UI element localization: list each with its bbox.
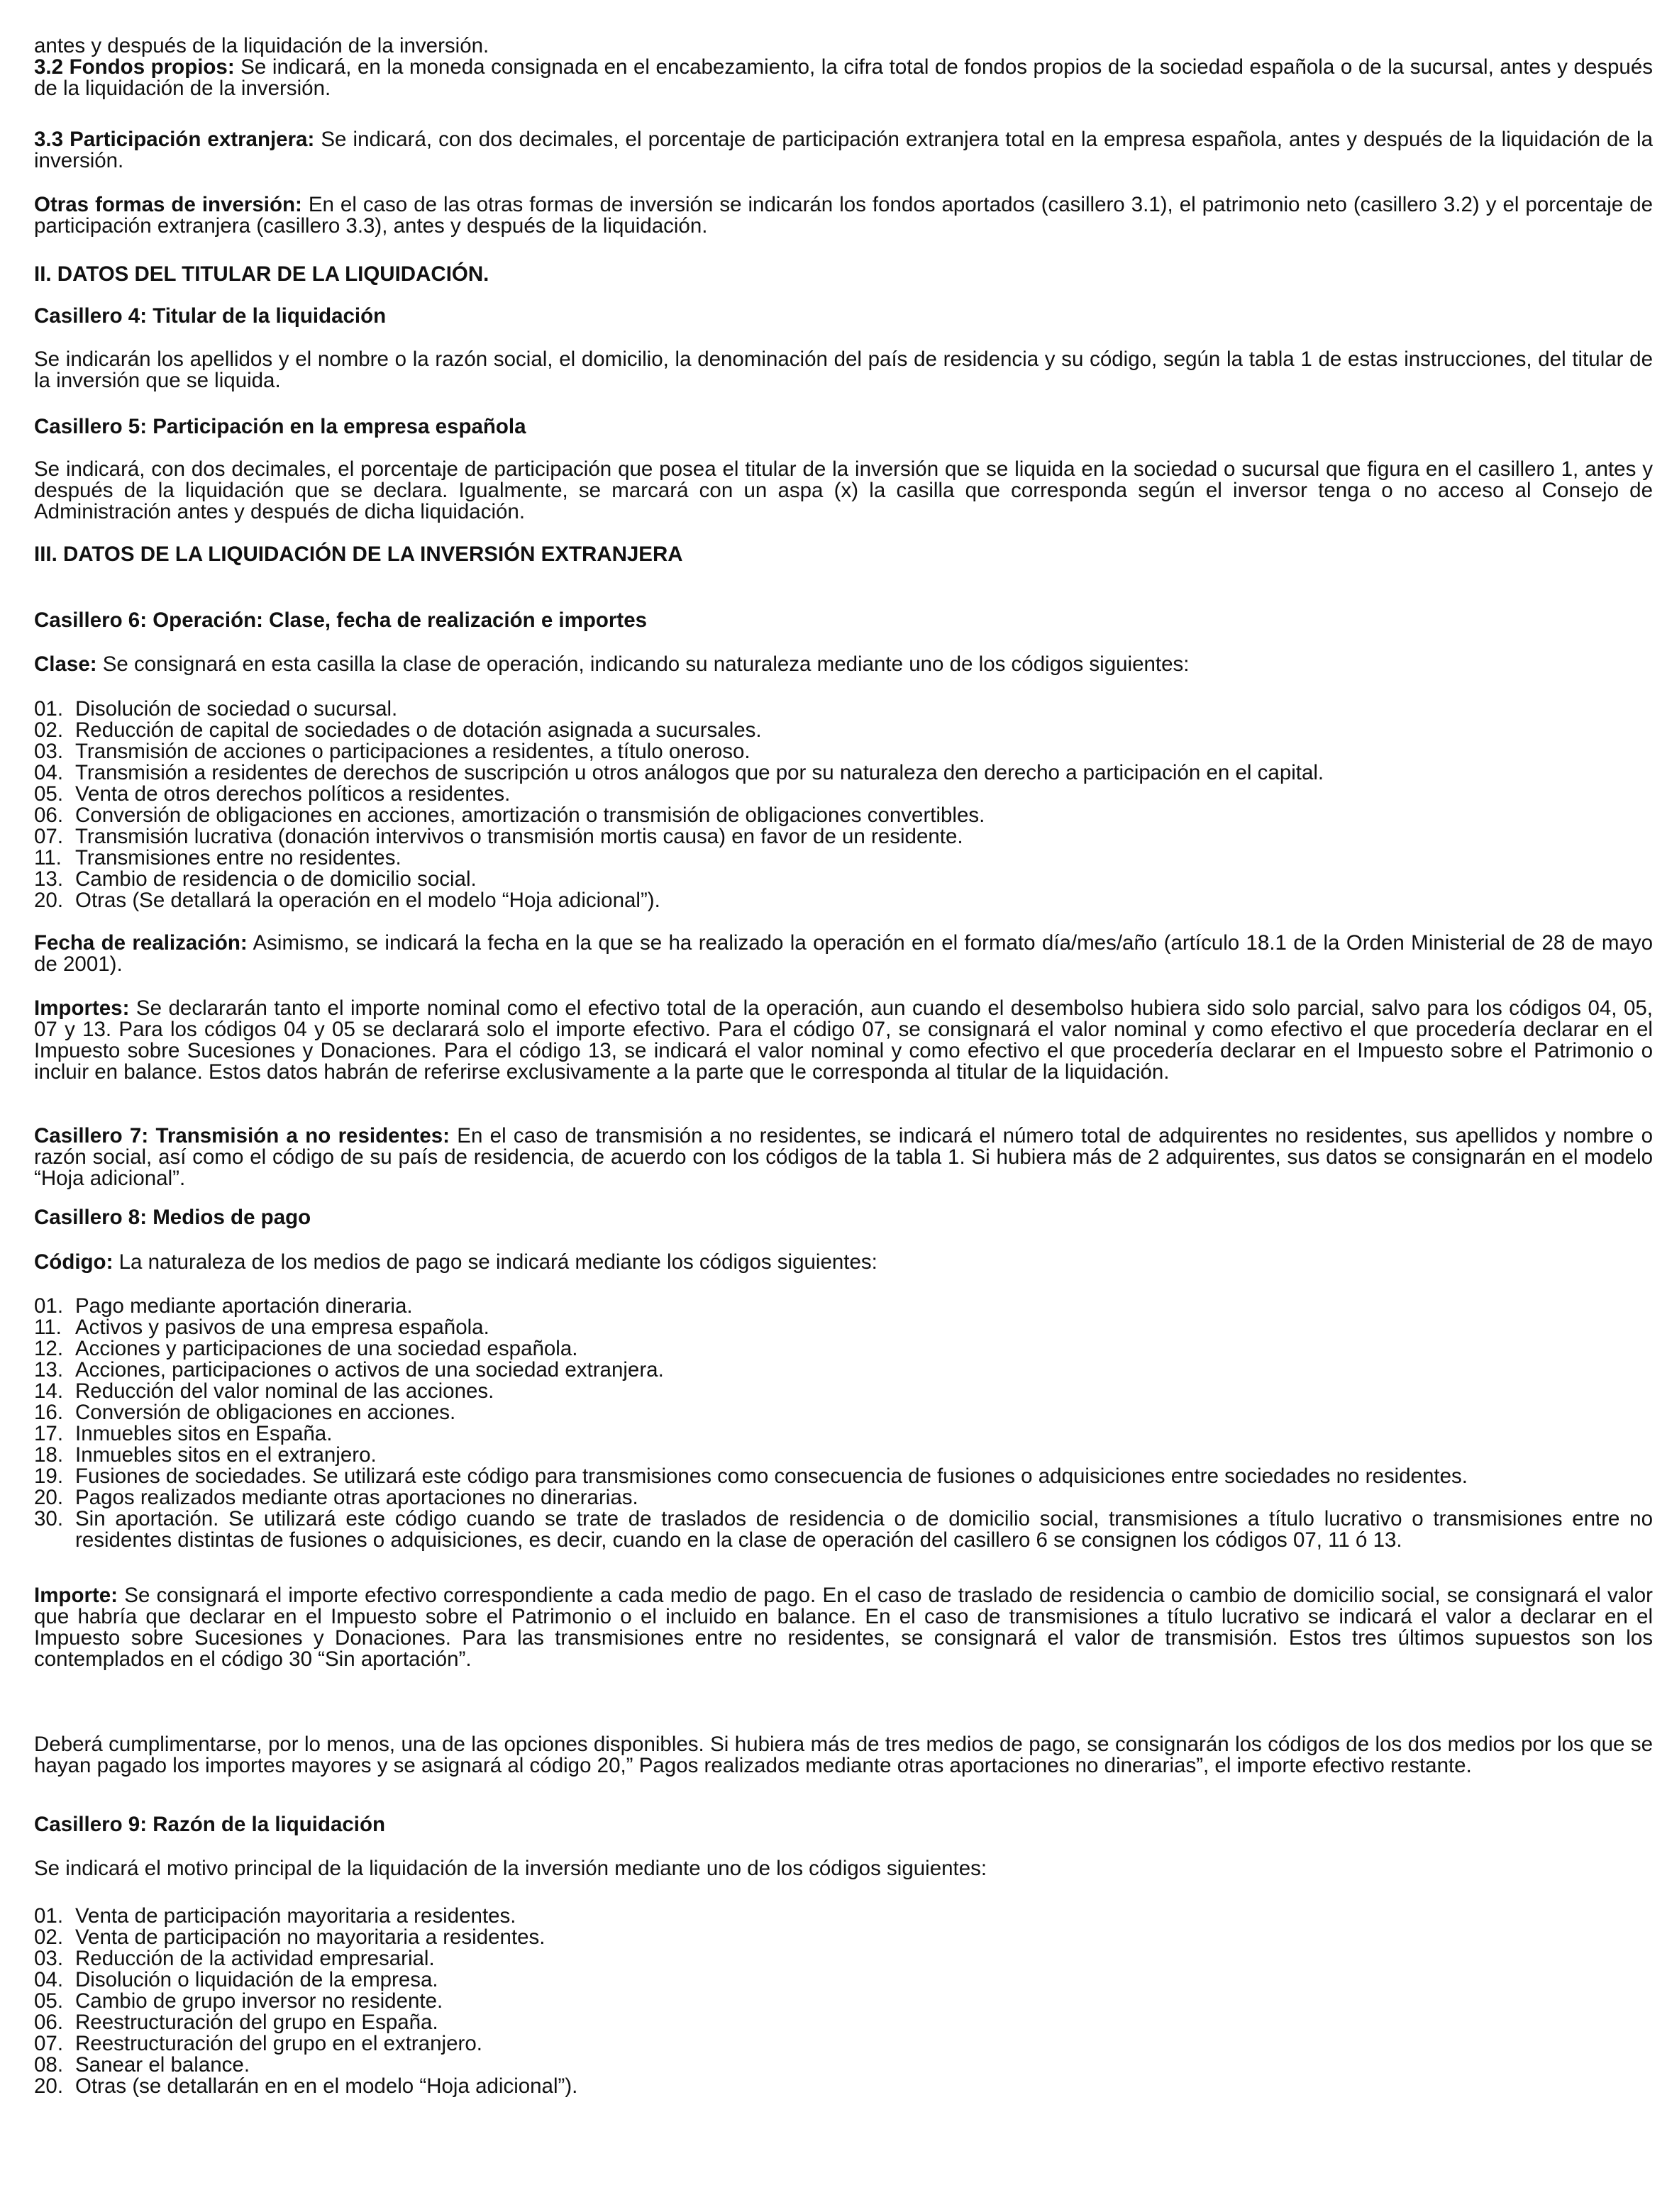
section-heading-liquidacion: III. DATOS DE LA LIQUIDACIÓN DE LA INVERSIÓN EXTRANJERA <box>34 543 683 566</box>
paragraph-label: 3.3 Participación extranjera: <box>34 128 315 151</box>
list-item: 13. Acciones, participaciones o activos de una sociedad extranjera. <box>34 1358 664 1382</box>
casillero-9-text: Se indicará el motivo principal de la liquidación de la inversión mediante uno de los códigos siguientes: <box>34 1857 987 1880</box>
list-item: 18. Inmuebles sitos en el extranjero. <box>34 1443 377 1467</box>
list-item: 04. Transmisión a residentes de derechos de suscripción u otros análogos que por su naturaleza den derecho a participación en el capital. <box>34 761 1324 784</box>
paragraph-label: Fecha de realización: <box>34 931 248 955</box>
list-item: 01. Venta de participación mayoritaria a residentes. <box>34 1904 516 1928</box>
list-item: 11. Transmisiones entre no residentes. <box>34 846 401 869</box>
paragraph-fondos-propios <box>34 57 1653 99</box>
paragraph-casillero-7 <box>34 1126 1653 1189</box>
intro-text: antes y después de la liquidación de la inversión. <box>34 34 489 57</box>
paragraph-fecha-realizacion <box>34 933 1653 975</box>
list-item: 14. Reducción del valor nominal de las acciones. <box>34 1379 494 1403</box>
list-item: 13. Cambio de residencia o de domicilio social. <box>34 867 477 891</box>
paragraph-clase <box>34 654 1653 675</box>
paragraph-label: Clase: <box>34 652 97 676</box>
paragraph-label: 3.2 Fondos propios: <box>34 55 235 79</box>
paragraph-importes <box>34 998 1653 1083</box>
list-clase-operacion <box>34 699 1653 911</box>
casillero-6-heading: Casillero 6: Operación: Clase, fecha de realización e importes <box>34 608 648 632</box>
list-item: 07. Transmisión lucrativa (donación intervivos o transmisión mortis causa) en favor de un residente. <box>34 825 963 848</box>
list-item: 20. Otras (Se detallará la operación en el modelo “Hoja adicional”). <box>34 889 660 912</box>
casillero-5-heading: Casillero 5: Participación en la empresa española <box>34 415 526 438</box>
paragraph-body: Se consignará en esta casilla la clase de operación, indicando su naturaleza mediante uno de los códigos siguientes: <box>96 652 1190 676</box>
list-item: 05. Cambio de grupo inversor no residente. <box>34 1989 443 2013</box>
paragraph-importe <box>34 1585 1653 1670</box>
list-item: 07. Reestructuración del grupo en el extranjero. <box>34 2032 482 2055</box>
paragraph-otras-formas <box>34 194 1653 237</box>
paragraph-body: En el caso de las otras formas de inversión se indicarán los fondos aportados (casillero 3.1), el patrimonio neto (casillero 3.2) y el porcentaje de participación extranjera (casillero 3.3), antes y después de la liquidación. <box>34 193 1654 238</box>
list-item: 17. Inmuebles sitos en España. <box>34 1422 333 1445</box>
list-razon-liquidacion <box>34 1906 1653 2097</box>
list-item: 06. Reestructuración del grupo en España. <box>34 2011 438 2034</box>
paragraph-body: La naturaleza de los medios de pago se indicará mediante los códigos siguientes: <box>113 1250 877 1274</box>
paragraph-body: En el caso de transmisión a no residentes, se indicará el número total de adquirentes no residentes, sus apellidos y nombre o razón social, así como el código de su país de residencia, de acuerdo con los códigos de la tabla 1. Si hubiera más de 2 adquirentes, sus datos se consignarán en el modelo “Hoja adicional”. <box>34 1124 1654 1190</box>
list-medios-pago <box>34 1296 1653 1551</box>
list-item: 02. Reducción de capital de sociedades o de dotación asignada a sucursales. <box>34 718 762 742</box>
paragraph-body: Se indicará, con dos decimales, el porcentaje de participación extranjera total en la empresa española, antes y después de la liquidación de la inversión. <box>34 128 1653 172</box>
paragraph-label: Importe: <box>34 1584 118 1607</box>
casillero-4-text: Se indicarán los apellidos y el nombre o la razón social, el domicilio, la denominación del país de residencia y su código, según la tabla 1 de estas instrucciones, del titular de la inversión que se liquida. <box>34 348 1653 392</box>
list-item: 06. Conversión de obligaciones en acciones, amortización o transmisión de obligaciones convertibles. <box>34 804 985 827</box>
paragraph-body: Asimismo, se indicará la fecha en la que se ha realizado la operación en el formato día/mes/año (artículo 18.1 de la Orden Ministerial de 28 de mayo de 2001). <box>34 931 1653 976</box>
list-item: 16. Conversión de obligaciones en acciones. <box>34 1401 456 1424</box>
casillero-4-heading: Casillero 4: Titular de la liquidación <box>34 304 387 328</box>
list-item: 08. Sanear el balance. <box>34 2053 250 2077</box>
paragraph-codigo <box>34 1252 1653 1273</box>
list-item: 03. Transmisión de acciones o participaciones a residentes, a título oneroso. <box>34 740 751 763</box>
list-item: 01. Pago mediante aportación dineraria. <box>34 1294 413 1318</box>
paragraph-label: Importes: <box>34 996 130 1020</box>
paragraph-participacion-extranjera <box>34 129 1653 172</box>
list-item: 04. Disolución o liquidación de la empresa. <box>34 1968 438 1991</box>
list-item: 20. Otras (se detallarán en en el modelo “Hoja adicional”). <box>34 2074 578 2098</box>
paragraph-label: Otras formas de inversión: <box>34 193 302 216</box>
casillero-8-heading: Casillero 8: Medios de pago <box>34 1206 311 1229</box>
paragraph-body: Se declararán tanto el importe nominal como el efectivo total de la operación, aun cuando el desembolso hubiera sido solo parcial, salvo para los códigos 04, 05, 07 y 13. Para los códigos 04 y 05 se declarará solo el importe efectivo. Para el código 07, se consignará el valor nominal y como efectivo el que procedería declarar en el Impuesto sobre Sucesiones y Donaciones. Para el código 13, se indicará el valor nominal y como efectivo el que procedería declarar en el Impuesto sobre el Patrimonio o incluir en balance. Estos datos habrán de referirse exclusivamente a la parte que le corresponda al titular de la liquidación. <box>34 996 1653 1084</box>
list-item: 30. Sin aportación. Se utilizará este código cuando se trate de traslados de residencia o de domicilio social, transmisiones a título lucrativo o transmisiones entre no residentes distintas de fusiones o adquisiciones, es decir, cuando en la clase de operación del casillero 6 se consignen los códigos 07, 11 ó 13. <box>34 1507 1653 1552</box>
section-heading-titular: II. DATOS DEL TITULAR DE LA LIQUIDACIÓN. <box>34 262 489 286</box>
list-item: 01. Disolución de sociedad o sucursal. <box>34 697 398 721</box>
list-item: 19. Fusiones de sociedades. Se utilizará este código para transmisiones como consecuencia de fusiones o adquisiciones entre sociedades no residentes. <box>34 1465 1468 1488</box>
list-item: 03. Reducción de la actividad empresarial. <box>34 1947 435 1970</box>
list-item: 20. Pagos realizados mediante otras aportaciones no dinerarias. <box>34 1486 638 1509</box>
casillero-5-text: Se indicará, con dos decimales, el porcentaje de participación que posea el titular de la inversión que se liquida en la sociedad o sucursal que figura en el casillero 1, antes y después de la liquidación que se declara. Igualmente, se marcará con un aspa (x) la casilla que corresponda según el inversor tenga o no acceso al Consejo de Administración antes y después de dicha liquidación. <box>34 457 1653 523</box>
paragraph-label: Casillero 7: Transmisión a no residentes: <box>34 1124 450 1147</box>
casillero-9-heading: Casillero 9: Razón de la liquidación <box>34 1813 386 1836</box>
list-item: 02. Venta de participación no mayoritaria a residentes. <box>34 1925 545 1949</box>
paragraph-label: Código: <box>34 1250 113 1274</box>
paragraph-body: Se indicará, en la moneda consignada en el encabezamiento, la cifra total de fondos propios de la sociedad española o de la sucursal, antes y después de la liquidación de la inversión. <box>34 55 1653 100</box>
list-item: 12. Acciones y participaciones de una sociedad española. <box>34 1337 578 1360</box>
list-item: 05. Venta de otros derechos políticos a residentes. <box>34 782 511 806</box>
paragraph-debera: Deberá cumplimentarse, por lo menos, una de las opciones disponibles. Si hubiera más de tres medios de pago, se consignarán los códigos de los dos medios por los que se hayan pagado los importes mayores y se asignará al código 20,” Pagos realizados mediante otras aportaciones no dinerarias”, el importe efectivo restante. <box>34 1733 1653 1777</box>
paragraph-body: Se consignará el importe efectivo correspondiente a cada medio de pago. En el caso de traslado de residencia o cambio de domicilio social, se consignará el valor que habría que declarar en el Impuesto sobre el Patrimonio o el incluido en balance. En el caso de transmisiones a título lucrativo se indicará el valor a declarar en el Impuesto sobre Sucesiones y Donaciones. Para las transmisiones entre no residentes, se consignará el valor de transmisión. Estos tres últimos supuestos son los contemplados en el código 30 “Sin aportación”. <box>34 1584 1653 1671</box>
list-item: 11. Activos y pasivos de una empresa española. <box>34 1316 489 1339</box>
